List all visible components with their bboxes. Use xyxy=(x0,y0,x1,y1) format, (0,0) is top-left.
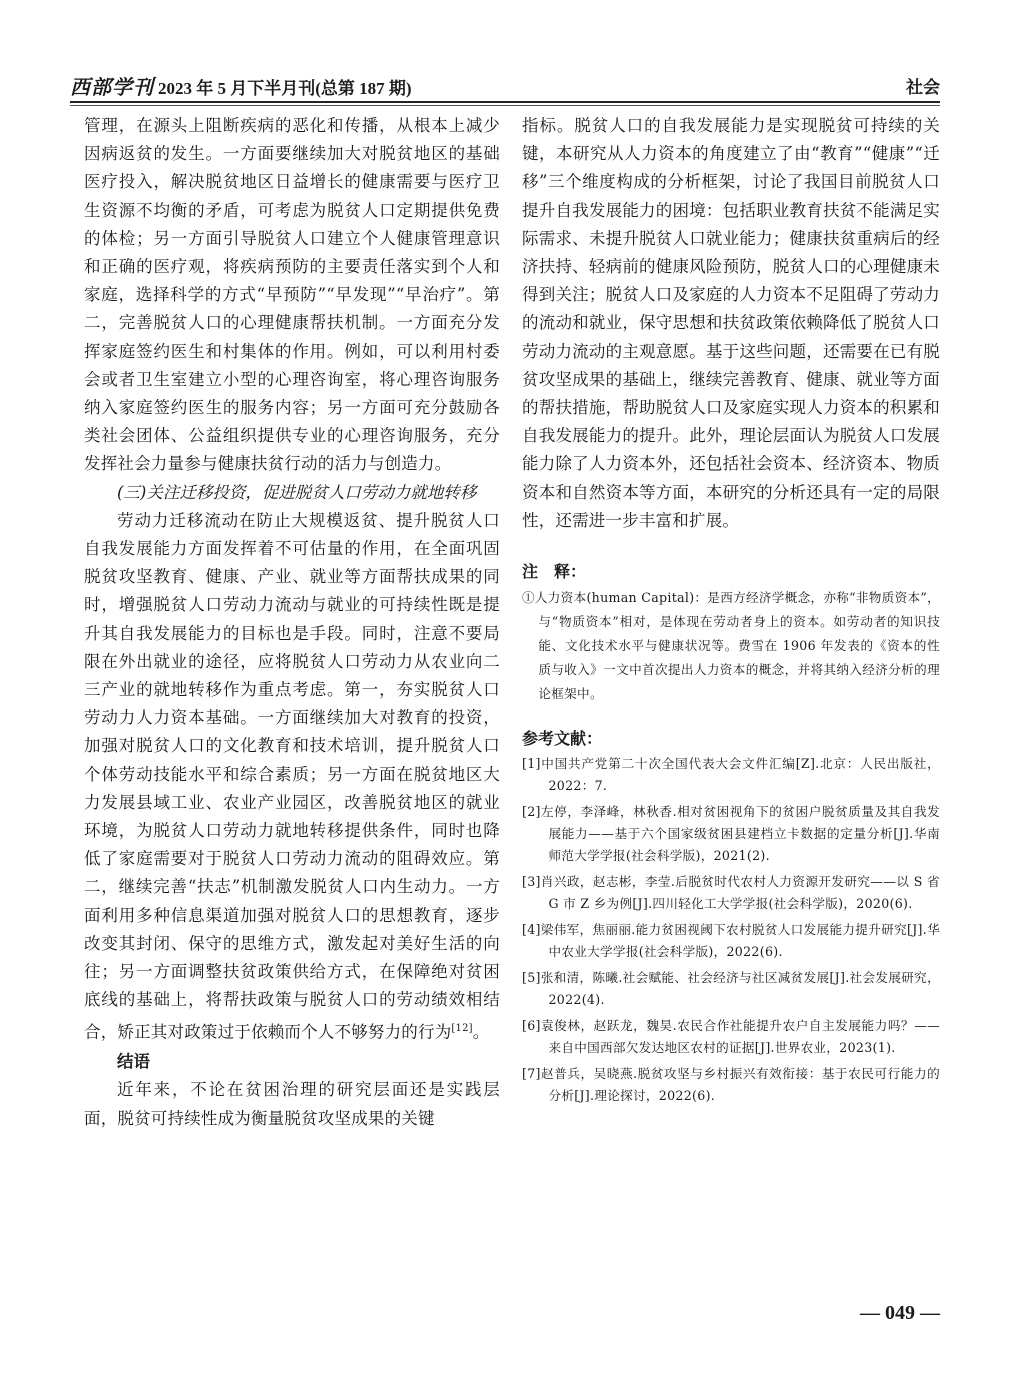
header-rule-thin xyxy=(70,105,940,106)
references-heading: 参考文献： xyxy=(522,729,603,749)
notes-heading: 注 释： xyxy=(522,562,587,582)
footnote: ①人力资本(human Capital)：是西方经济学概念，亦称“非物质资本”，与“物质资本”相对，是体现在劳动者身上的资本。如劳动者的知识技能、文化技术水平与健康状况等。费雪在 1906 年发表的《资本的性质与收入》一文中首次提出人力资本的概念，并将其纳入经济分析的理论框架中。 xyxy=(522,590,940,702)
citation: [12] xyxy=(451,1022,473,1034)
paragraph: 指标。脱贫人口的自我发展能力是实现脱贫可持续的关键，本研究从人力资本的角度建立了由“教育”“健康”“迁移”三个维度构成的分析框架，讨论了我国目前脱贫人口提升自我发展能力的困境：包括职业教育扶贫不能满足实际需求、未提升脱贫人口就业能力；健康扶贫重病后的经济扶持、轻病前的健康风险预防，脱贫人口的心理健康未得到关注；脱贫人口及家庭的人力资本不足阻碍了劳动力的流动和就业，保守思想和扶贫政策依赖降低了脱贫人口劳动力流动的主观意愿。基于这些问题，还需要在已有脱贫攻坚成果的基础上，继续完善教育、健康、就业等方面的帮扶措施，帮助脱贫人口及家庭实现人力资本的积累和自我发展能力的提升。此外，理论层面认为脱贫人口发展能力除了人力资本外，还包括社会资本、经济资本、物质资本和自然资本等方面，本研究的分析还具有一定的局限性，还需进一步丰富和扩展。 xyxy=(522,116,940,530)
journal-name: 西部学刊 xyxy=(70,74,154,99)
header-rule xyxy=(70,101,940,103)
reference-item: [3]肖兴政，赵志彬，李莹.后脱贫时代农村人力资源开发研究——以 S 省 G 市 Z 乡为例[J].四川轻化工大学学报(社会科学版)，2020(6). xyxy=(522,874,940,912)
reference-item: [7]赵普兵，吴晓燕.脱贫攻坚与乡村振兴有效衔接：基于农民可行能力的分析[J].理论探讨，2022(6). xyxy=(522,1066,940,1104)
conclusion-heading: 结语 xyxy=(117,1052,150,1072)
issue-info: 2023 年 5 月下半月刊(总第 187 期) xyxy=(158,78,412,98)
paragraph xyxy=(84,507,500,1046)
reference-item: [2]左停，李泽峰，林秋香.相对贫困视角下的贫困户脱贫质量及其自我发展能力——基于六个国家级贫困县建档立卡数据的定量分析[J].华南师范大学学报(社会科学版)，2021(2). xyxy=(522,804,940,864)
reference-item: [6]袁俊林，赵跃龙，魏昊.农民合作社能提升农户自主发展能力吗？——来自中国西部欠发达地区农村的证据[J].世界农业，2023(1). xyxy=(522,1018,940,1056)
reference-item: [4]梁伟军，焦丽丽.能力贫困视阈下农村脱贫人口发展能力提升研究[J].华中农业大学学报(社会科学版)，2022(6). xyxy=(522,922,940,960)
paragraph-end: 。 xyxy=(472,1022,490,1041)
subsection-heading: (三)关注迁移投资，促进脱贫人口劳动力就地转移 xyxy=(117,482,477,502)
reference-item: [1]中国共产党第二十次全国代表大会文件汇编[Z].北京：人民出版社，2022：7. xyxy=(522,756,940,794)
paragraph: 近年来，不论在贫困治理的研究层面还是实践层面，脱贫可持续性成为衡量脱贫攻坚成果的关键 xyxy=(84,1080,500,1128)
paragraph-text: 劳动力迁移流动在防止大规模返贫、提升脱贫人口自我发展能力方面发挥着不可估量的作用，在全面巩固脱贫攻坚教育、健康、产业、就业等方面帮扶成果的同时，增强脱贫人口劳动力流动与就业的可持续性既是提升其自我发展能力的目标也是手段。同时，注意不要局限在外出就业的途径，应将脱贫人口劳动力从农业向二三产业的就地转移作为重点考虑。第一，夯实脱贫人口劳动力人力资本基础。一方面继续加大对教育的投资，加强对脱贫人口的文化教育和技术培训，提升脱贫人口个体劳动技能水平和综合素质；另一方面在脱贫地区大力发展县域工业、农业产业园区，改善脱贫地区的就业环境，为脱贫人口劳动力就地转移提供条件，同时也降低了家庭需要对于脱贫人口劳动力流动的阻碍效应。第二，继续完善“扶志”机制激发脱贫人口内生动力。一方面利用多种信息渠道加强对脱贫人口的思想教育，逐步改变其封闭、保守的思维方式，激发起对美好生活的向往；另一方面调整扶贫政策供给方式，在保障绝对贫困底线的基础上，将帮扶政策与脱贫人口的劳动绩效相结合，矫正其对政策过于依赖而个人不够努力的行为 xyxy=(84,510,500,1041)
right-column xyxy=(522,112,940,1111)
left-column xyxy=(84,112,500,1133)
reference-item: [5]张和清，陈曦.社会赋能、社会经济与社区减贫发展[J].社会发展研究，2022(4). xyxy=(522,970,940,1008)
paragraph: 管理，在源头上阻断疾病的恶化和传播，从根本上减少因病返贫的发生。一方面要继续加大对脱贫地区的基础医疗投入，解决脱贫地区日益增长的健康需要与医疗卫生资源不均衡的矛盾，可考虑为脱贫人口定期提供免费的体检；另一方面引导脱贫人口建立个人健康管理意识和正确的医疗观，将疾病预防的主要责任落实到个人和家庭，选择科学的方式“早预防”“早发现”“早治疗”。第二，完善脱贫人口的心理健康帮扶机制。一方面充分发挥家庭签约医生和村集体的作用。例如，可以利用村委会或者卫生室建立小型的心理咨询室，将心理咨询服务纳入家庭签约医生的服务内容；另一方面可充分鼓励各类社会团体、公益组织提供专业的心理咨询服务，充分发挥社会力量参与健康扶贫行动的活力与创造力。 xyxy=(84,116,500,474)
page-number: — 049 — xyxy=(860,1302,940,1324)
journal-issue-line xyxy=(70,71,412,100)
reference-list xyxy=(522,753,940,1107)
page-header xyxy=(70,72,940,98)
section-label: 社会 xyxy=(906,77,940,98)
